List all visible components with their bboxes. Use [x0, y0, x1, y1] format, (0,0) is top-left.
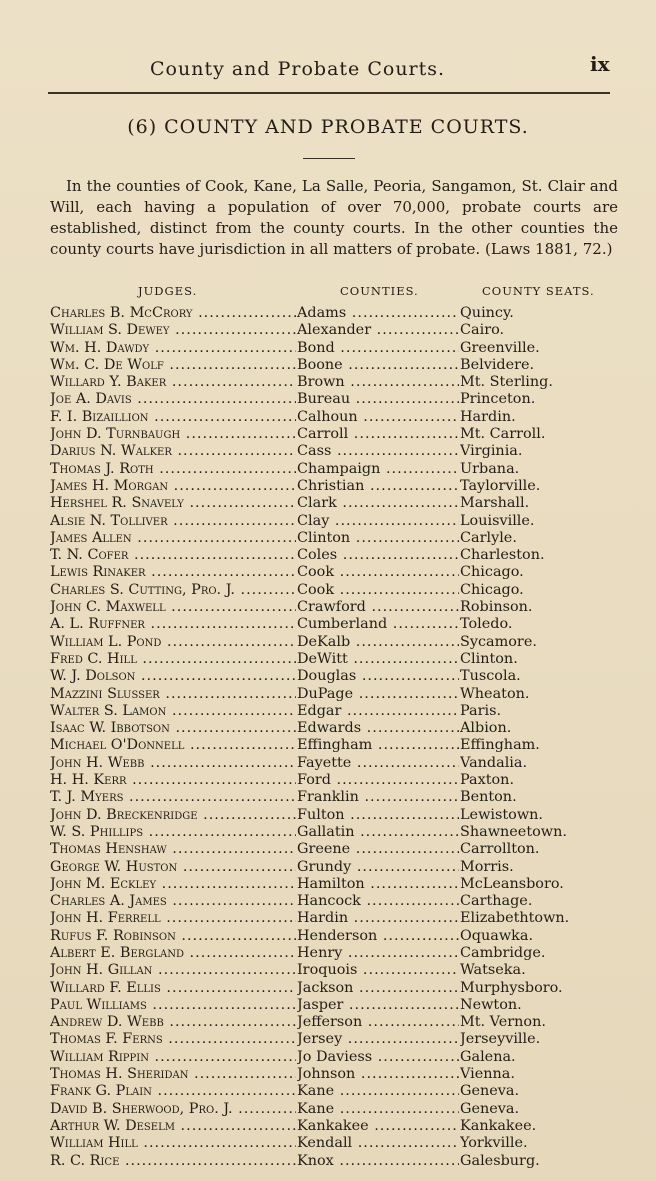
table-row	[50, 322, 630, 339]
county-name: Bureau .....	[297, 391, 459, 408]
table-row	[50, 461, 630, 478]
judge-name: James Allen .....	[50, 530, 296, 547]
county-name: DeWitt .....	[297, 651, 459, 668]
judge-name: John H. Webb .....	[50, 755, 296, 772]
judge-name: Thomas Henshaw .....	[50, 841, 296, 858]
table-row	[50, 1101, 630, 1118]
table-row	[50, 668, 630, 685]
county-name: Brown .....	[297, 374, 459, 391]
county-name: DeKalb .....	[297, 634, 459, 651]
table-row	[50, 807, 630, 824]
table-row	[50, 755, 630, 772]
table-row	[50, 910, 630, 927]
county-name: Hamilton .....	[297, 876, 459, 893]
county-name: Kendall .....	[297, 1135, 459, 1152]
county-seat: Paxton.	[460, 772, 515, 789]
table-row	[50, 945, 630, 962]
judge-name: Rufus F. Robinson .....	[50, 928, 296, 945]
judge-name: Wm. H. Dawdy .....	[50, 340, 296, 357]
table-row	[50, 876, 630, 893]
county-name: Boone .....	[297, 357, 459, 374]
judge-name: John C. Maxwell .....	[50, 599, 296, 616]
county-name: Coles .....	[297, 547, 459, 564]
county-seat: Mt. Vernon.	[460, 1014, 546, 1031]
county-seat: Shawneetown.	[460, 823, 567, 840]
table-row	[50, 720, 630, 737]
table-row	[50, 547, 630, 564]
county-name: Cumberland .....	[297, 616, 459, 633]
county-seat: Galesburg.	[460, 1152, 540, 1169]
county-seat: Vandalia.	[460, 754, 528, 771]
table-row	[50, 1083, 630, 1100]
running-title: County and Probate Courts.	[150, 58, 446, 80]
county-name: Franklin .....	[297, 789, 459, 806]
table-row	[50, 443, 630, 460]
judge-name: John H. Ferrell .....	[50, 910, 296, 927]
judge-name: F. I. Bizaillion .....	[50, 409, 296, 426]
judge-name: Wm. C. De Wolf .....	[50, 357, 296, 374]
county-name: DuPage .....	[297, 686, 459, 703]
county-seat: Marshall.	[460, 495, 530, 512]
table-row	[50, 997, 630, 1014]
county-name: Knox .....	[297, 1153, 459, 1170]
county-seat: Chicago.	[460, 581, 524, 598]
county-name: Jackson .....	[297, 980, 459, 997]
judge-name: Mazzini Slusser .....	[50, 686, 296, 703]
county-seat: Kankakee.	[460, 1117, 537, 1134]
judge-name: W. S. Phillips .....	[50, 824, 296, 841]
county-name: Jasper .....	[297, 997, 459, 1014]
county-seat: Albion.	[460, 720, 512, 737]
county-seat: Galena.	[460, 1048, 516, 1065]
column-header-judges: JUDGES.	[138, 284, 198, 298]
table-row	[50, 391, 630, 408]
county-seat: Watseka.	[460, 962, 526, 979]
table-row	[50, 495, 630, 512]
county-seat: Paris.	[460, 702, 502, 719]
table-row	[50, 841, 630, 858]
county-name: Henderson .....	[297, 928, 459, 945]
header-rule	[48, 92, 610, 94]
page-number: ix	[590, 52, 610, 76]
judge-name: George W. Huston .....	[50, 859, 296, 876]
county-seat: Chicago.	[460, 564, 524, 581]
judge-name: Michael O'Donnell .....	[50, 737, 296, 754]
judges-table	[50, 305, 630, 1170]
county-name: Douglas .....	[297, 668, 459, 685]
table-row	[50, 772, 630, 789]
table-row	[50, 374, 630, 391]
county-seat: Jerseyville.	[460, 1031, 541, 1048]
county-name: Gallatin .....	[297, 824, 459, 841]
judge-name: Thomas H. Sheridan .....	[50, 1066, 296, 1083]
county-seat: Robinson.	[460, 599, 533, 616]
table-row	[50, 980, 630, 997]
judge-name: Charles B. McCrory .....	[50, 305, 296, 322]
judge-name: David B. Sherwood, Pro. J. .....	[50, 1101, 296, 1118]
county-name: Hancock .....	[297, 893, 459, 910]
table-row	[50, 651, 630, 668]
county-name: Cook .....	[297, 564, 459, 581]
judge-name: Paul Williams .....	[50, 997, 296, 1014]
county-seat: Tuscola.	[460, 668, 521, 685]
county-seat: Wheaton.	[460, 685, 530, 702]
county-seat: Greenville.	[460, 339, 540, 356]
table-row	[50, 686, 630, 703]
table-row	[50, 1118, 630, 1135]
table-row	[50, 357, 630, 374]
county-seat: Geneva.	[460, 1083, 520, 1100]
county-name: Fulton .....	[297, 807, 459, 824]
county-name: Clark .....	[297, 495, 459, 512]
judge-name: Walter S. Lamon .....	[50, 703, 296, 720]
county-seat: Urbana.	[460, 460, 520, 477]
county-seat: Charleston.	[460, 547, 545, 564]
county-seat: Toledo.	[460, 616, 513, 633]
judge-name: Albert E. Bergland .....	[50, 945, 296, 962]
judge-name: A. L. Ruffner .....	[50, 616, 296, 633]
table-row	[50, 859, 630, 876]
judge-name: John H. Gillan .....	[50, 962, 296, 979]
judge-name: Charles S. Cutting, Pro. J. .....	[50, 582, 296, 599]
table-row	[50, 1031, 630, 1048]
county-name: Cass .....	[297, 443, 459, 460]
table-row	[50, 564, 630, 581]
judge-name: John D. Turnbaugh .....	[50, 426, 296, 443]
table-row	[50, 305, 630, 322]
table-row	[50, 1153, 630, 1170]
county-name: Adams .....	[297, 305, 459, 322]
table-row	[50, 962, 630, 979]
county-seat: Clinton.	[460, 650, 518, 667]
judge-name: Joe A. Davis .....	[50, 391, 296, 408]
table-row	[50, 824, 630, 841]
judge-name: Arthur W. Deselm .....	[50, 1118, 296, 1135]
county-name: Cook .....	[297, 582, 459, 599]
county-seat: Sycamore.	[460, 633, 537, 650]
judge-name: William S. Dewey .....	[50, 322, 296, 339]
judge-name: W. J. Dolson .....	[50, 668, 296, 685]
table-row	[50, 582, 630, 599]
county-name: Carroll .....	[297, 426, 459, 443]
intro-paragraph: In the counties of Cook, Kane, La Salle, Peoria, Sangamon, St. Clair and Will, each having a population of over 70,000, probate courts are established, distinct from the county courts. In the other counties the county courts have jurisdiction in all matters of probate. (Laws 1881, 72.)	[50, 177, 618, 258]
county-seat: Mt. Carroll.	[460, 426, 546, 443]
county-name: Clinton .....	[297, 530, 459, 547]
judge-name: Willard F. Ellis .....	[50, 980, 296, 997]
county-seat: Lewistown.	[460, 806, 543, 823]
county-seat: Quincy.	[460, 305, 514, 321]
judge-name: William L. Pond .....	[50, 634, 296, 651]
county-seat: Vienna.	[460, 1066, 515, 1083]
column-header-seats: COUNTY SEATS.	[482, 284, 595, 298]
county-name: Clay .....	[297, 513, 459, 530]
county-seat: Hardin.	[460, 408, 516, 425]
county-name: Henry .....	[297, 945, 459, 962]
county-name: Kane .....	[297, 1083, 459, 1100]
table-row	[50, 893, 630, 910]
judge-name: Thomas F. Ferns .....	[50, 1031, 296, 1048]
county-name: Jefferson .....	[297, 1014, 459, 1031]
title-rule	[303, 158, 355, 159]
judge-name: Willard Y. Baker .....	[50, 374, 296, 391]
county-seat: Virginia.	[460, 443, 523, 460]
county-seat: Murphysboro.	[460, 979, 563, 996]
county-name: Fayette .....	[297, 755, 459, 772]
judge-name: R. C. Rice .....	[50, 1153, 296, 1170]
judge-name: Charles A. James .....	[50, 893, 296, 910]
county-name: Crawford .....	[297, 599, 459, 616]
county-seat: Princeton.	[460, 391, 536, 408]
judge-name: William Hill .....	[50, 1135, 296, 1152]
county-seat: Belvidere.	[460, 356, 535, 373]
county-name: Johnson .....	[297, 1066, 459, 1083]
judge-name: Frank G. Plain .....	[50, 1083, 296, 1100]
table-row	[50, 616, 630, 633]
county-name: Grundy .....	[297, 859, 459, 876]
county-seat: Mt. Sterling.	[460, 374, 553, 391]
judge-name: Isaac W. Ibbotson .....	[50, 720, 296, 737]
judge-name: James H. Morgan .....	[50, 478, 296, 495]
table-row	[50, 1014, 630, 1031]
judge-name: Thomas J. Roth .....	[50, 461, 296, 478]
judge-name: Alsie N. Tolliver .....	[50, 513, 296, 530]
county-name: Jersey .....	[297, 1031, 459, 1048]
county-name: Effingham .....	[297, 737, 459, 754]
county-seat: Carrollton.	[460, 841, 540, 858]
judge-name: T. J. Myers .....	[50, 789, 296, 806]
county-seat: McLeansboro.	[460, 875, 564, 892]
county-seat: Taylorville.	[460, 477, 541, 494]
judge-name: John D. Breckenridge .....	[50, 807, 296, 824]
county-name: Bond .....	[297, 340, 459, 357]
county-seat: Louisville.	[460, 512, 535, 529]
county-name: Kane .....	[297, 1101, 459, 1118]
table-row	[50, 1066, 630, 1083]
county-name: Alexander .....	[297, 322, 459, 339]
table-row	[50, 928, 630, 945]
section-title: (6) COUNTY AND PROBATE COURTS.	[127, 116, 529, 138]
table-row	[50, 737, 630, 754]
judge-name: Andrew D. Webb .....	[50, 1014, 296, 1031]
judge-name: John M. Eckley .....	[50, 876, 296, 893]
county-seat: Effingham.	[460, 737, 540, 754]
county-seat: Benton.	[460, 789, 517, 806]
judge-name: Fred C. Hill .....	[50, 651, 296, 668]
county-name: Ford .....	[297, 772, 459, 789]
table-row	[50, 634, 630, 651]
table-row	[50, 426, 630, 443]
table-row	[50, 1049, 630, 1066]
table-row	[50, 340, 630, 357]
county-name: Greene .....	[297, 841, 459, 858]
county-seat: Oquawka.	[460, 927, 534, 944]
judge-name: Darius N. Walker .....	[50, 443, 296, 460]
county-seat: Geneva.	[460, 1100, 520, 1117]
county-seat: Morris.	[460, 858, 514, 875]
table-row	[50, 530, 630, 547]
county-name: Edgar .....	[297, 703, 459, 720]
county-seat: Elizabethtown.	[460, 910, 570, 927]
county-seat: Carthage.	[460, 893, 533, 910]
county-seat: Cambridge.	[460, 944, 546, 961]
county-seat: Cairo.	[460, 322, 505, 339]
judge-name: H. H. Kerr .....	[50, 772, 296, 789]
table-row	[50, 513, 630, 530]
judge-name: Lewis Rinaker .....	[50, 564, 296, 581]
county-seat: Yorkville.	[460, 1135, 528, 1152]
table-row	[50, 1135, 630, 1152]
county-name: Edwards .....	[297, 720, 459, 737]
county-name: Christian .....	[297, 478, 459, 495]
county-name: Hardin .....	[297, 910, 459, 927]
judge-name: T. N. Cofer .....	[50, 547, 296, 564]
county-name: Champaign .....	[297, 461, 459, 478]
county-name: Iroquois .....	[297, 962, 459, 979]
table-row	[50, 478, 630, 495]
county-seat: Newton.	[460, 996, 522, 1013]
county-name: Calhoun .....	[297, 409, 459, 426]
table-row	[50, 599, 630, 616]
judge-name: Hershel R. Snavely .....	[50, 495, 296, 512]
column-header-counties: COUNTIES.	[340, 284, 419, 298]
table-row	[50, 409, 630, 426]
county-name: Jo Daviess .....	[297, 1049, 459, 1066]
county-name: Kankakee .....	[297, 1118, 459, 1135]
table-row	[50, 789, 630, 806]
county-seat: Carlyle.	[460, 529, 517, 546]
table-row	[50, 703, 630, 720]
judge-name: William Rippin .....	[50, 1049, 296, 1066]
